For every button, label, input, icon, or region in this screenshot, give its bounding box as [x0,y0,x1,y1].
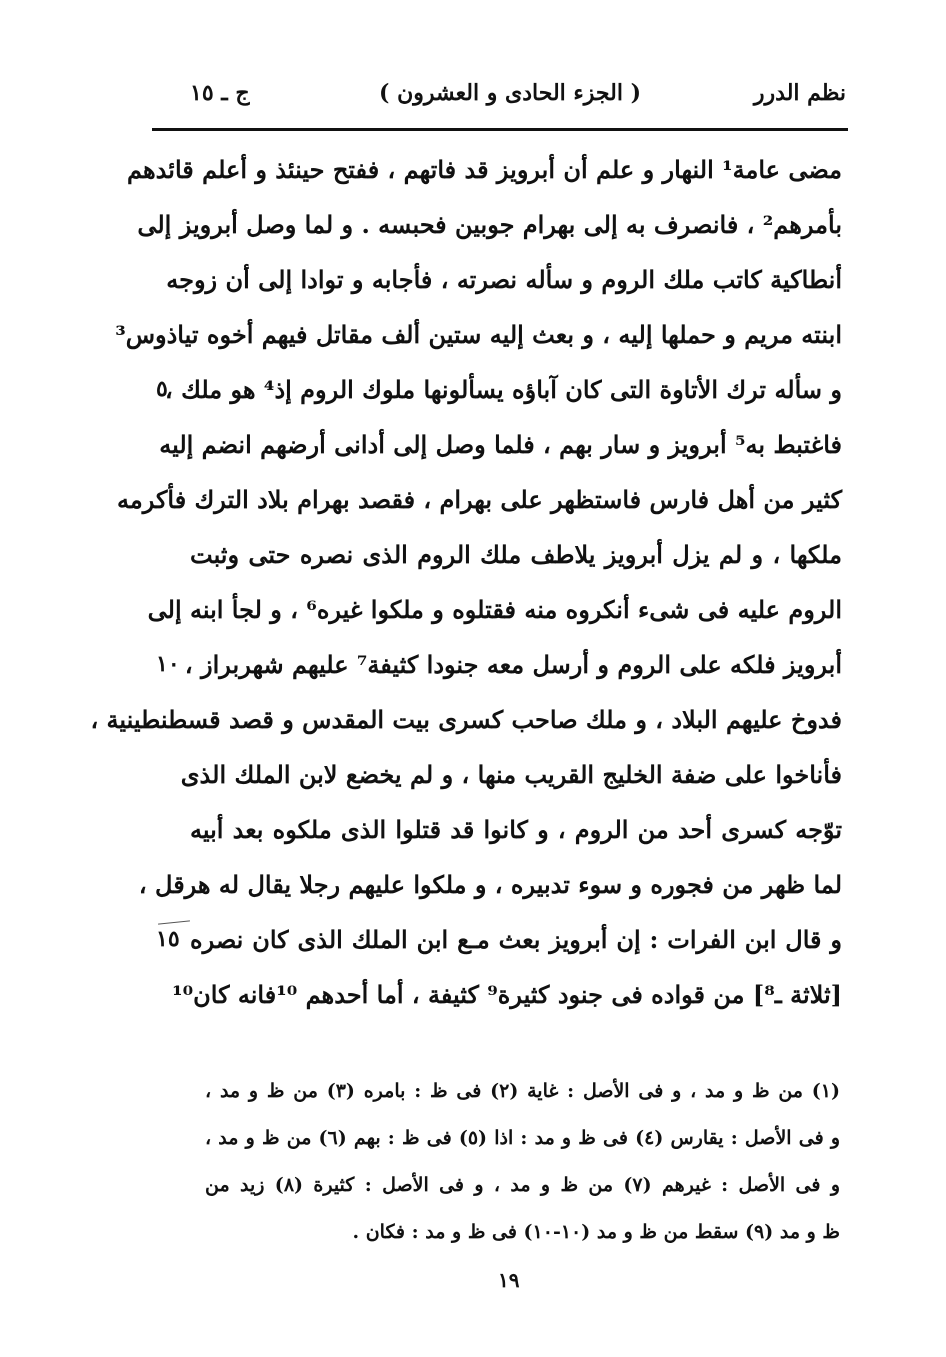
footnote-line: و فى الأصل : غيرهم (٧) من ظ و مد ، و فى الأصل : كثيرة (٨) زيد من [205,1174,841,1196]
text-line: بأمرهم² ، فانصرف به إلى بهرام جوبين فحبسه . و لما وصل أبرويز إلى [137,210,842,239]
text-line: أبرويز فلكه على الروم و أرسل معه جنودا كثيفة⁷ عليهم شهربراز ، ١٠ [190,637,842,692]
volume-page-ref: ج ـ ١٥ [190,80,250,106]
footnote-line: (١) من ظ و مد ، و فى الأصل : غاية (٢) فى ظ : بامره (٣) من ظ و مد ، [205,1080,840,1102]
line-number: ١٠ [156,651,180,677]
text-line: توّجه كسرى أحد من الروم ، و كانوا قد قتلوا الذى ملكوه بعد أبيه [190,815,843,844]
text-line: و سأله ترك الأتاوة التى كان آباؤه يسألونها ملوك الروم إذ⁴ هو ملك ، ٥ [190,362,842,417]
text-line: الروم عليه فى شىء أنكروه منه فقتلوه و ملكوا غيره⁶ ، و لجأ ابنه إلى [147,595,842,624]
page-number: ١٩ [498,1268,520,1292]
text-line: أنطاكية كاتب ملك الروم و سأله نصرته ، فأجابه و توادا إلى أن زوجه [166,265,842,294]
text-line: فأناخوا على ضفة الخليج القريب منها ، و لم يخضع لابن الملك الذى [180,760,842,789]
text-line: [ثلاثة ـ⁸] من قواده فى جنود كثيرة⁹ كثيفة ، أما أحدهم ¹⁰فانه كان¹⁰ [172,980,842,1009]
part-title: ( الجزء الحادى و العشرون ) [379,80,641,106]
running-header [160,80,846,124]
footnote-line: و فى الأصل : يقارس (٤) فى ظ و مد : اذا (٥) فى ظ : بهم (٦) من ظ و مد ، [205,1127,840,1149]
footnote-line: ظ و مد (٩) سقط من ظ و مد (١٠-١٠) فى ظ و مد : فكان . [352,1221,840,1243]
book-title: نظم الدرر [753,80,846,106]
line-number: ١٥ [156,926,180,952]
text-line: لما ظهر من فجوره و سوء تدبيره ، و ملكوا عليهم رجلا يقال له هرقل ، [138,870,842,899]
footnotes [205,1068,840,1256]
main-text [90,142,843,1022]
text-line: و قال ابن الفرات : إن أبرويز بعث مـع ابن الملك الذى كان نصره ١٥ [190,912,842,967]
text-line: فدوخ عليهم البلاد ، و ملك صاحب كسرى بيت المقدس و قصد قسطنطينية ، [90,705,842,734]
text-line: ابنته مريم و حملها إليه ، و بعث إليه ستين ألف مقاتل فيهم أخوه تياذوس³ [115,320,842,349]
text-line: ملكها ، و لم يزل أبرويز يلاطف ملك الروم الذى نصره حتى وثبت [190,540,842,569]
text-line: مضى عامة¹ النهار و علم أن أبرويز قد فاتهم ، ففتح حينئذ و أعلم قائدهم [127,155,842,184]
header-rule [152,128,848,131]
text-line: فاغتبط به⁵ أبرويز و سار بهم ، فلما وصل إلى أدانى أرضهم انضم إليه [159,430,842,459]
text-line: كثير من أهل فارس فاستظهر على بهرام ، فقصد بهرام بلاد الترك فأكرمه [116,485,842,514]
line-number: ٥ [156,376,168,402]
